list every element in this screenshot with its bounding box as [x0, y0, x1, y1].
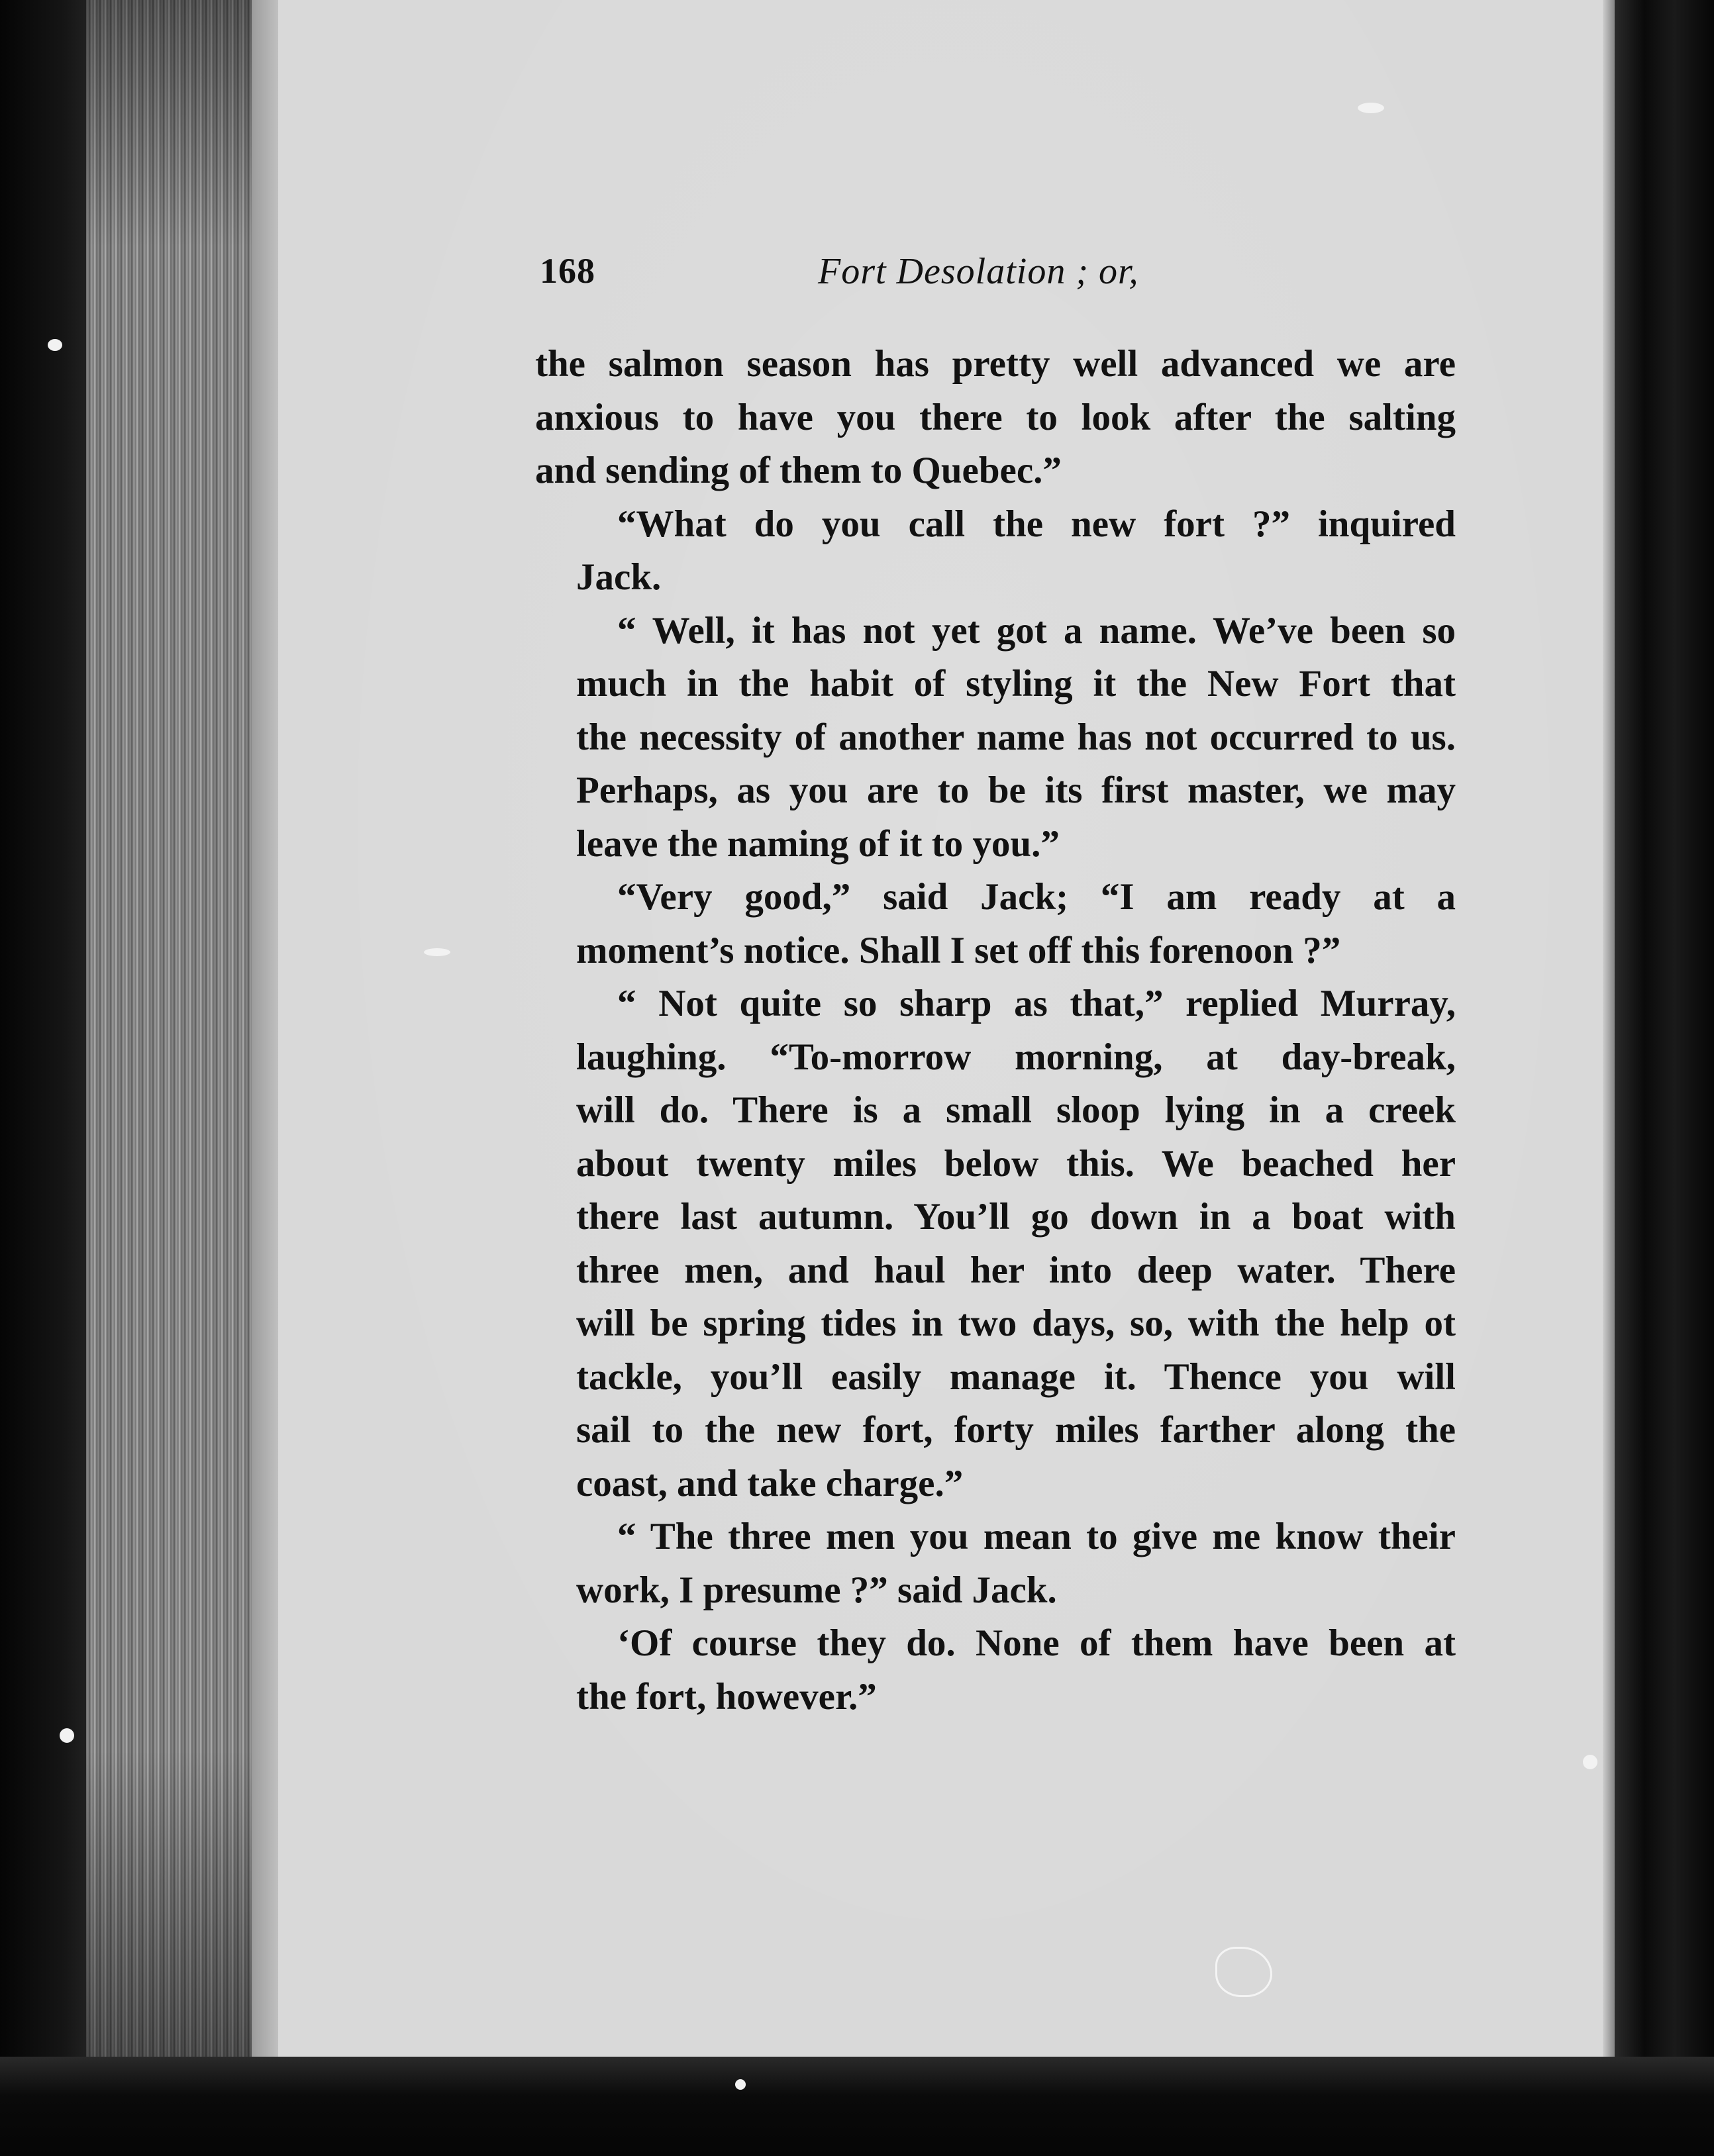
- dust-speck: [424, 948, 450, 956]
- dust-speck: [48, 339, 62, 351]
- running-head: [540, 250, 1454, 310]
- book-page-edges: [86, 0, 265, 2059]
- text-line: will do. There is a small sloop lying in a creek: [576, 1089, 1456, 1131]
- dust-speck: [1583, 1755, 1597, 1769]
- text-line: the fort, however.”: [576, 1675, 877, 1718]
- dust-speck: [60, 1728, 74, 1743]
- text-line: ‘Of course they do. None of them have been at: [617, 1622, 1456, 1664]
- text-line: “ The three men you mean to give me know their: [617, 1516, 1456, 1557]
- page-number: 168: [540, 251, 595, 291]
- text-line: coast, and take charge.”: [576, 1462, 964, 1504]
- text-line: work, I presume ?” said Jack.: [576, 1569, 1057, 1611]
- text-line: sail to the new fort, forty miles farther along the: [576, 1409, 1456, 1451]
- text-line: tackle, you’ll easily manage it. Thence you will: [576, 1355, 1456, 1398]
- text-line: leave the naming of it to you.”: [576, 822, 1060, 865]
- paragraph: [535, 605, 1456, 871]
- text-line: will be spring tides in two days, so, with the help ot: [576, 1302, 1456, 1344]
- back-cover: [1615, 0, 1714, 2156]
- paragraph: [535, 977, 1456, 1510]
- paragraph: [535, 1617, 1456, 1724]
- text-line: moment’s notice. Shall I set off this forenoon ?”: [576, 929, 1341, 971]
- body-text: [535, 338, 1456, 1724]
- running-title: Fort Desolation ; or,: [818, 251, 1139, 292]
- text-line: “Very good,” said Jack; “I am ready at a: [617, 876, 1456, 918]
- text-line: the salmon season has pretty well advanced we are: [535, 343, 1456, 385]
- text-line: anxious to have you there to look after the salting: [535, 396, 1456, 438]
- paragraph: [535, 1510, 1456, 1617]
- text-line: there last autumn. You’ll go down in a boat with: [576, 1196, 1456, 1238]
- text-line: about twenty miles below this. We beached her: [576, 1142, 1456, 1185]
- text-line: Jack.: [576, 556, 662, 598]
- text-line: “ Well, it has not yet got a name. We’ve been so: [617, 609, 1456, 652]
- text-line: three men, and haul her into deep water. There: [576, 1249, 1456, 1291]
- text-line: “What do you call the new fort ?” inquired: [617, 503, 1456, 545]
- text-line: “ Not quite so sharp as that,” replied Murray,: [617, 983, 1456, 1024]
- text-line: Perhaps, as you are to be its first master, we may: [576, 769, 1456, 811]
- paragraph: [535, 338, 1456, 498]
- text-line: much in the habit of styling it the New Fort that: [576, 663, 1456, 705]
- paragraph: [535, 871, 1456, 977]
- bottom-shadow: [0, 2057, 1714, 2156]
- text-line: laughing. “To-morrow morning, at day-break,: [576, 1036, 1456, 1078]
- text-line: and sending of them to Quebec.”: [535, 450, 1062, 491]
- dust-speck: [1358, 103, 1384, 113]
- text-line: the necessity of another name has not occurred to us.: [576, 716, 1456, 758]
- paragraph: [535, 498, 1456, 605]
- dust-speck: [735, 2079, 746, 2090]
